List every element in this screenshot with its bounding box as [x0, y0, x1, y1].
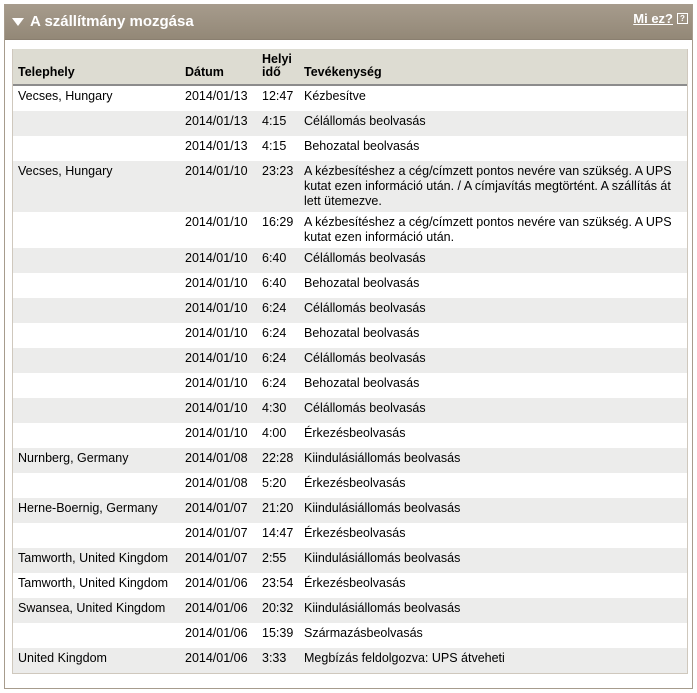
table-row: [13, 248, 687, 273]
cell-local-time: 4:00: [262, 426, 287, 440]
cell-date: 2014/01/13: [185, 114, 248, 128]
table-row: [13, 136, 687, 161]
cell-activity: A kézbesítéshez a cég/címzett pontos nevére van szükség. A UPS kutat ezen információ után. / A címjavítás megtörtént. A szállítás át lett ütemezve.: [304, 164, 672, 208]
cell-activity: Megbízás feldolgozva: UPS átveheti: [304, 651, 505, 665]
cell-location: Vecses, Hungary: [18, 164, 113, 178]
cell-local-time: 4:30: [262, 401, 287, 415]
cell-date: 2014/01/10: [185, 164, 248, 178]
cell-activity: Érkezésbeolvasás: [304, 426, 406, 440]
cell-local-time: 3:33: [262, 651, 287, 665]
cell-date: 2014/01/13: [185, 89, 248, 103]
cell-date: 2014/01/07: [185, 551, 248, 565]
help-area: [633, 11, 688, 26]
cell-activity: Behozatal beolvasás: [304, 139, 420, 153]
cell-date: 2014/01/10: [185, 215, 248, 229]
cell-location: Tamworth, United Kingdom: [18, 551, 169, 565]
cell-activity: Érkezésbeolvasás: [304, 526, 406, 540]
table-row: [13, 111, 687, 136]
cell-date: 2014/01/06: [185, 651, 248, 665]
cell-location: Vecses, Hungary: [18, 89, 113, 103]
cell-activity: Kiindulásiállomás beolvasás: [304, 601, 461, 615]
cell-location: [13, 473, 180, 498]
header-date: Dátum: [180, 49, 257, 85]
table-row: [13, 273, 687, 298]
cell-location: [13, 111, 180, 136]
shipment-progress-table: [13, 49, 687, 673]
cell-location: [13, 373, 180, 398]
cell-location: United Kingdom: [18, 651, 107, 665]
cell-location: [13, 348, 180, 373]
table-row: [13, 598, 687, 623]
cell-local-time: 4:15: [262, 139, 287, 153]
table-row: [13, 423, 687, 448]
table-row: [13, 498, 687, 523]
cell-local-time: 4:15: [262, 114, 287, 128]
table-row: [13, 161, 687, 212]
cell-activity: Célállomás beolvasás: [304, 251, 426, 265]
cell-activity: Érkezésbeolvasás: [304, 476, 406, 490]
cell-local-time: 6:24: [262, 376, 287, 390]
table-row: [13, 212, 687, 248]
cell-activity: Célállomás beolvasás: [304, 114, 426, 128]
cell-local-time: 21:20: [262, 501, 294, 515]
cell-local-time: 5:20: [262, 476, 287, 490]
table-row: [13, 448, 687, 473]
cell-local-time: 22:28: [262, 451, 294, 465]
cell-date: 2014/01/10: [185, 401, 248, 415]
table-row: [13, 398, 687, 423]
cell-location: [13, 248, 180, 273]
panel-title[interactable]: A szállítmány mozgása: [30, 13, 194, 30]
table-row: [13, 648, 687, 673]
cell-date: 2014/01/07: [185, 526, 248, 540]
table-header-row: [13, 49, 687, 85]
cell-local-time: 16:29: [262, 215, 294, 229]
cell-local-time: 14:47: [262, 526, 294, 540]
cell-local-time: 6:40: [262, 251, 287, 265]
cell-date: 2014/01/06: [185, 576, 248, 590]
help-link[interactable]: Mi ez?: [633, 11, 673, 26]
cell-activity: Érkezésbeolvasás: [304, 576, 406, 590]
header-activity: Tevékenység: [299, 49, 687, 85]
cell-activity: Célállomás beolvasás: [304, 351, 426, 365]
cell-location: [13, 136, 180, 161]
header-location: Telephely: [13, 49, 180, 85]
cell-date: 2014/01/08: [185, 451, 248, 465]
cell-activity: Behozatal beolvasás: [304, 276, 420, 290]
cell-activity: Kézbesítve: [304, 89, 366, 103]
cell-date: 2014/01/10: [185, 251, 248, 265]
cell-date: 2014/01/10: [185, 301, 248, 315]
cell-date: 2014/01/10: [185, 376, 248, 390]
shipment-table-container: [12, 49, 688, 674]
table-row: [13, 298, 687, 323]
cell-location: [13, 273, 180, 298]
cell-activity: Kiindulásiállomás beolvasás: [304, 501, 461, 515]
cell-location: [13, 398, 180, 423]
panel-header: [5, 5, 692, 40]
table-row: [13, 523, 687, 548]
collapse-triangle-icon[interactable]: [12, 18, 24, 26]
table-row: [13, 573, 687, 598]
cell-local-time: 23:54: [262, 576, 294, 590]
cell-activity: Célállomás beolvasás: [304, 301, 426, 315]
cell-location: [13, 623, 180, 648]
cell-date: 2014/01/08: [185, 476, 248, 490]
cell-local-time: 2:55: [262, 551, 287, 565]
table-row: [13, 323, 687, 348]
cell-local-time: 6:24: [262, 351, 287, 365]
cell-date: 2014/01/06: [185, 601, 248, 615]
cell-location: Nurnberg, Germany: [18, 451, 129, 465]
cell-location: [13, 212, 180, 248]
cell-local-time: 20:32: [262, 601, 294, 615]
cell-activity: Behozatal beolvasás: [304, 326, 420, 340]
shipment-progress-panel: [4, 4, 693, 689]
cell-activity: A kézbesítéshez a cég/címzett pontos nevére van szükség. A UPS kutat ezen információ után.: [304, 215, 672, 244]
cell-location: [13, 423, 180, 448]
cell-local-time: 15:39: [262, 626, 294, 640]
cell-location: Tamworth, United Kingdom: [18, 576, 169, 590]
cell-date: 2014/01/10: [185, 351, 248, 365]
table-row: [13, 473, 687, 498]
cell-date: 2014/01/13: [185, 139, 248, 153]
cell-activity: Célállomás beolvasás: [304, 401, 426, 415]
cell-date: 2014/01/10: [185, 326, 248, 340]
cell-location: Herne-Boernig, Germany: [18, 501, 158, 515]
table-row: [13, 623, 687, 648]
cell-local-time: 6:24: [262, 326, 287, 340]
cell-date: 2014/01/10: [185, 276, 248, 290]
cell-location: Swansea, United Kingdom: [18, 601, 166, 615]
table-row: [13, 373, 687, 398]
cell-local-time: 6:24: [262, 301, 287, 315]
cell-local-time: 12:47: [262, 89, 294, 103]
cell-activity: Származásbeolvasás: [304, 626, 423, 640]
cell-local-time: 6:40: [262, 276, 287, 290]
table-body: [13, 85, 687, 673]
cell-location: [13, 523, 180, 548]
cell-date: 2014/01/07: [185, 501, 248, 515]
cell-activity: Behozatal beolvasás: [304, 376, 420, 390]
table-row: [13, 85, 687, 111]
cell-date: 2014/01/06: [185, 626, 248, 640]
table-row: [13, 548, 687, 573]
header-local-time: Helyi idő: [257, 49, 299, 85]
cell-local-time: 23:23: [262, 164, 294, 178]
help-question-icon[interactable]: ?: [677, 13, 688, 24]
cell-location: [13, 298, 180, 323]
cell-activity: Kiindulásiállomás beolvasás: [304, 451, 461, 465]
cell-date: 2014/01/10: [185, 426, 248, 440]
cell-activity: Kiindulásiállomás beolvasás: [304, 551, 461, 565]
cell-location: [13, 323, 180, 348]
table-row: [13, 348, 687, 373]
